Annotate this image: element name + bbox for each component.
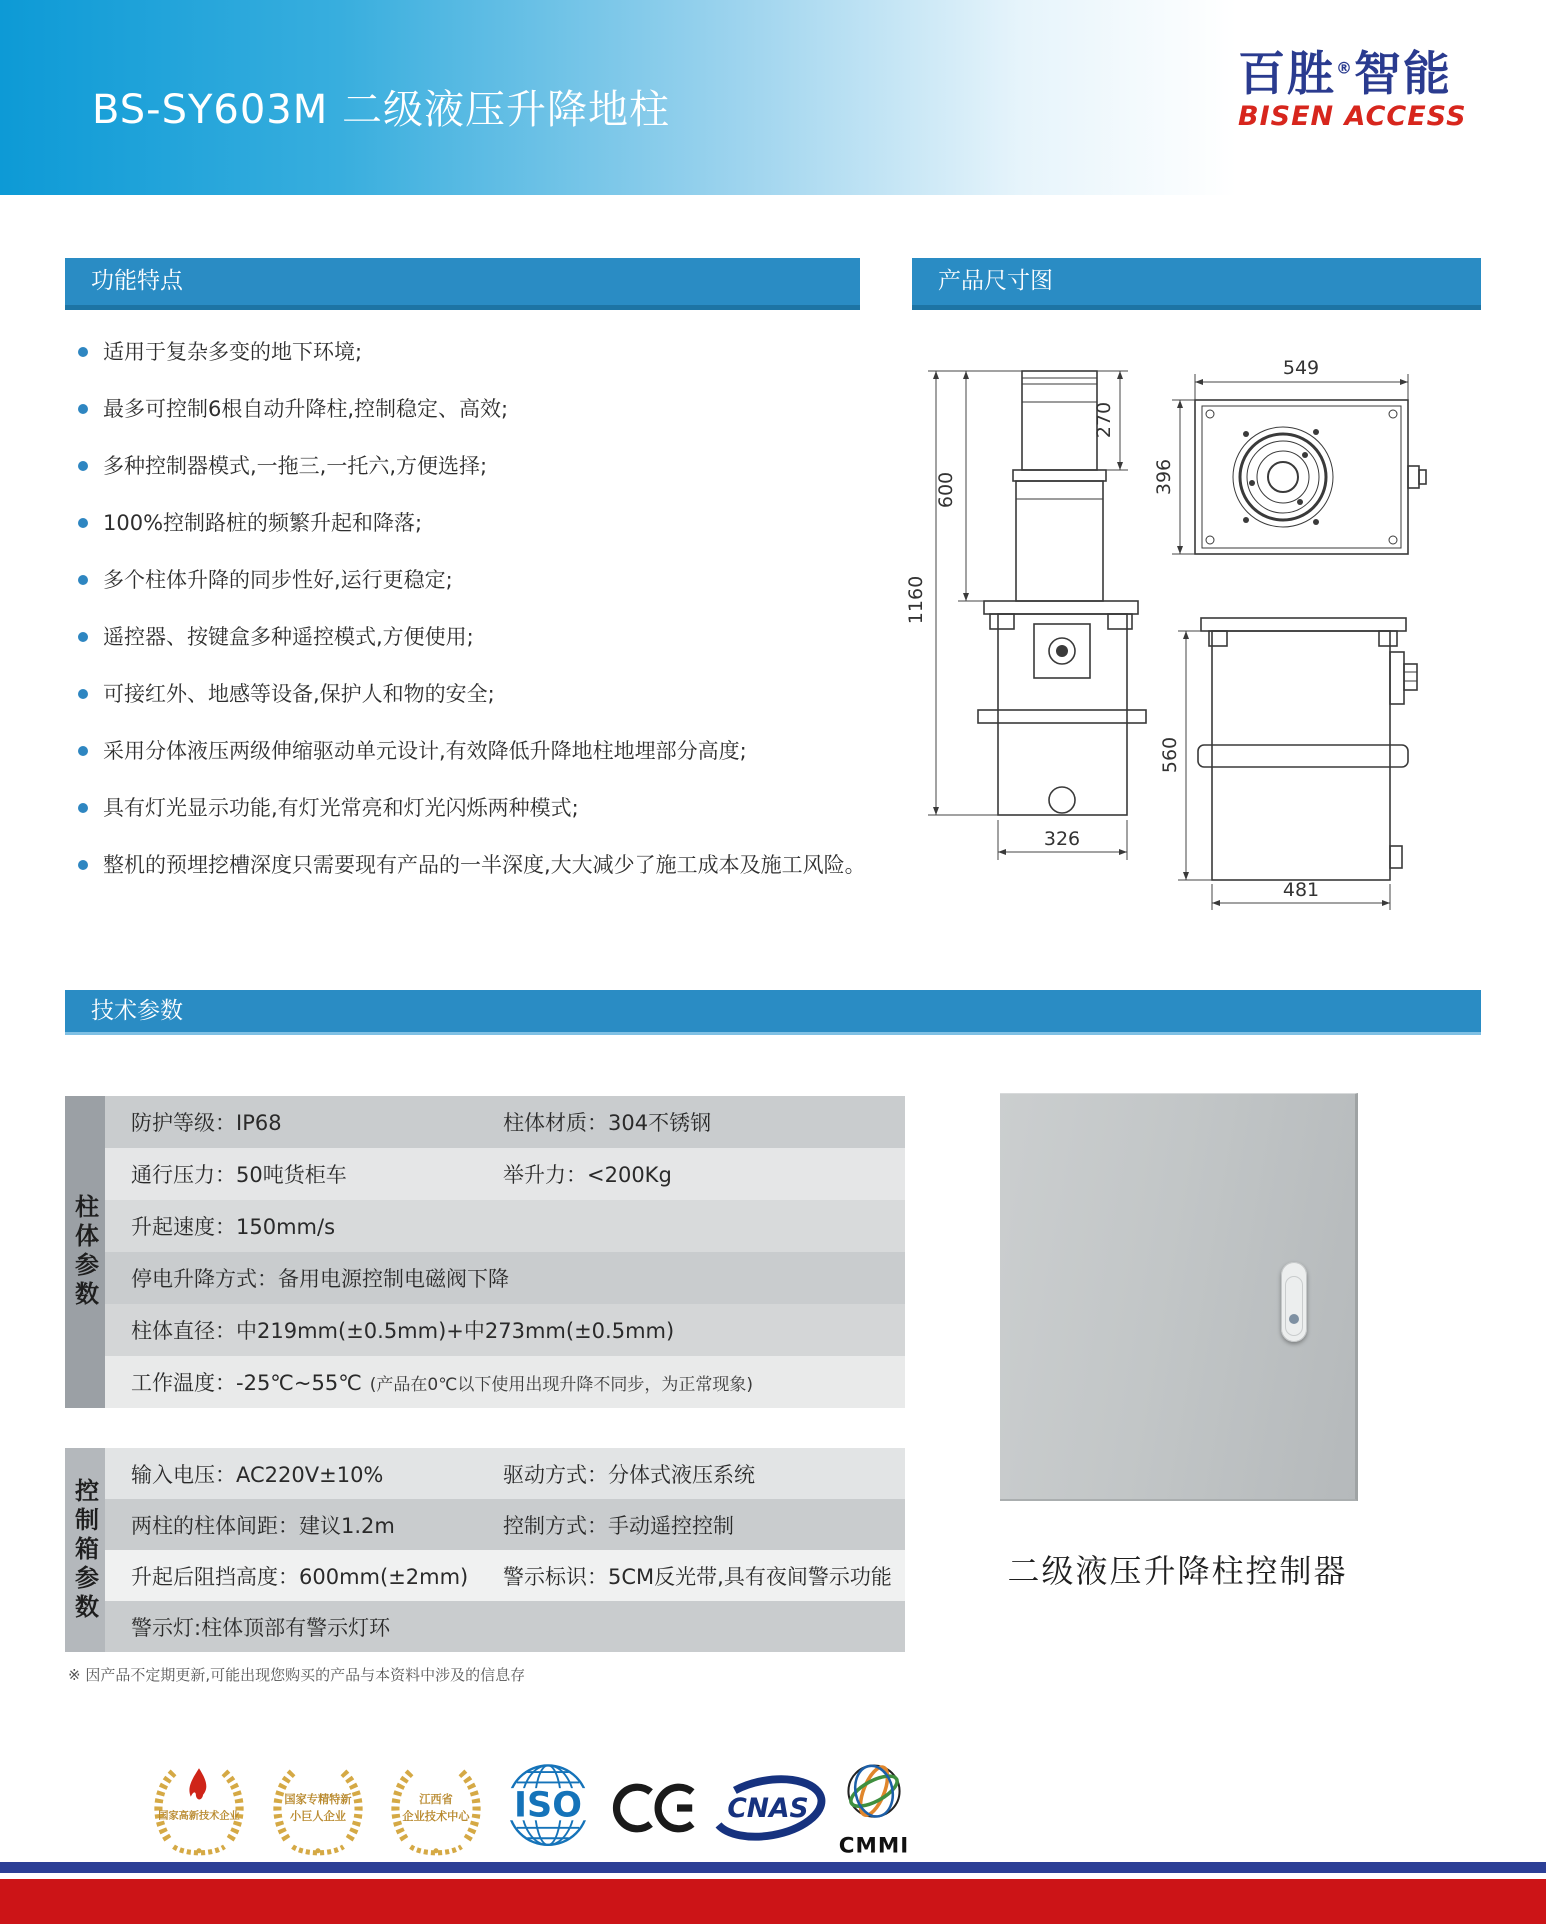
controller-image [1000, 1093, 1358, 1501]
bullet-icon [78, 347, 88, 357]
dim-label-topview-width: 549 [1282, 357, 1320, 379]
iso-logo-icon [496, 1754, 600, 1862]
brand-logo [1238, 47, 1508, 133]
control-box-params-table [65, 1448, 905, 1652]
svg-text:ISO: ISO [514, 1785, 582, 1826]
dim-label-total-height: 1160 [905, 575, 927, 625]
footer-red-stripe [0, 1879, 1546, 1924]
bullet-icon [78, 860, 88, 870]
table-row: 升起后阻挡高度：600mm(±2mm) 警示标识：5CM反光带,具有夜间警示功能 [105, 1550, 905, 1601]
sme-wreath-icon [259, 1752, 377, 1864]
brand-logo-en: BISEN ACCESS [1238, 101, 1467, 133]
table-row: 升起速度：150mm/s [105, 1200, 905, 1252]
control-box-side-label: 控制箱参数 [65, 1448, 105, 1652]
feature-item: 最多可控制6根自动升降柱,控制稳定、高效; [78, 398, 908, 421]
feature-item: 具有灯光显示功能,有灯光常亮和灯光闪烁两种模式; [78, 797, 908, 820]
bullet-icon [78, 404, 88, 414]
table-row: 警示灯:柱体顶部有警示灯环 [105, 1601, 905, 1652]
dim-label-base-width: 326 [1043, 828, 1081, 850]
front-view-drawing [905, 371, 1146, 860]
dim-label-topview-depth: 396 [1153, 458, 1175, 496]
registered-mark-icon: ® [1336, 58, 1354, 78]
feature-item: 整机的预埋挖槽深度只需要现有产品的一半深度,大大减少了施工成本及施工风险。 [78, 854, 908, 877]
svg-text:国家高新技术企业: 国家高新技术企业 [158, 1810, 240, 1822]
svg-text:国家专精特新: 国家专精特新 [284, 1792, 352, 1806]
brand-logo-cn: 百胜®智能 [1238, 47, 1452, 102]
feature-item: 多种控制器模式,一拖三,一托六,方便选择; [78, 455, 908, 478]
table-row: 输入电压：AC220V±10% 驱动方式：分体式液压系统 [105, 1448, 905, 1499]
bullet-icon [78, 518, 88, 528]
dimension-drawings [900, 320, 1520, 920]
cnas-logo-icon [709, 1762, 827, 1854]
dim-label-above-ground: 600 [935, 471, 957, 509]
row-note: (产品在0℃以下使用出现升降不同步，为正常现象) [369, 1374, 753, 1395]
svg-text:江西省: 江西省 [419, 1792, 454, 1806]
feature-item: 可接红外、地感等设备,保护人和物的安全; [78, 683, 908, 706]
cabinet-handle [1281, 1262, 1307, 1342]
svg-text:CNAS: CNAS [727, 1792, 809, 1824]
dimensions-section-header: 产品尺寸图 [912, 258, 1481, 310]
footer-blue-stripe [0, 1862, 1546, 1873]
features-section-header: 功能特点 [65, 258, 860, 310]
table-row: 停电升降方式：备用电源控制电磁阀下降 [105, 1252, 905, 1304]
bullet-icon [78, 575, 88, 585]
svg-text:小巨人企业: 小巨人企业 [289, 1809, 346, 1823]
bullet-icon [78, 461, 88, 471]
cmmi-logo-icon [828, 1754, 920, 1862]
disclaimer-footnote: ※ 因产品不定期更新,可能出现您购买的产品与本资料中涉及的信息存 [68, 1666, 526, 1684]
bullet-icon [78, 803, 88, 813]
feature-item: 遥控器、按键盒多种遥控模式,方便使用; [78, 626, 908, 649]
table-row: 通行压力：50吨货柜车 举升力：<200Kg [105, 1148, 905, 1200]
feature-item: 100%控制路桩的频繁升起和降落; [78, 512, 908, 535]
body-params-side-label: 柱体参数 [65, 1096, 105, 1408]
feature-item: 适用于复杂多变的地下环境; [78, 341, 908, 364]
bullet-icon [78, 746, 88, 756]
top-view-drawing [1153, 357, 1426, 554]
body-params-table [65, 1096, 905, 1408]
controller-caption: 二级液压升降柱控制器 [1007, 1552, 1348, 1590]
dim-label-sideview-height: 560 [1159, 736, 1181, 774]
bullet-icon [78, 632, 88, 642]
side-view-drawing [1159, 618, 1417, 910]
table-row: 防护等级：IP68 柱体材质：304不锈钢 [105, 1096, 905, 1148]
bullet-icon [78, 689, 88, 699]
dim-label-sideview-width: 481 [1282, 879, 1320, 901]
features-list [78, 341, 908, 911]
specs-section-header: 技术参数 [65, 990, 1481, 1035]
feature-item: 多个柱体升降的同步性好,运行更稳定; [78, 569, 908, 592]
certification-logos [140, 1750, 920, 1865]
svg-text:CMMI: CMMI [838, 1832, 910, 1858]
feature-item: 采用分体液压两级伸缩驱动单元设计,有效降低升降地柱地埋部分高度; [78, 740, 908, 763]
flame-icon [189, 1768, 206, 1799]
svg-text:企业技术中心: 企业技术中心 [402, 1809, 470, 1823]
jiangxi-wreath-icon [377, 1752, 495, 1864]
hightech-wreath-icon [140, 1752, 258, 1864]
dim-label-top-section: 270 [1093, 401, 1115, 439]
ce-mark-icon [601, 1773, 709, 1843]
table-row: 工作温度：-25℃~55℃ (产品在0℃以下使用出现升降不同步，为正常现象) [105, 1356, 905, 1408]
page-title: BS-SY603M 二级液压升降地柱 [92, 87, 670, 133]
table-row: 柱体直径：中219mm(±0.5mm)+中273mm(±0.5mm) [105, 1304, 905, 1356]
table-row: 两柱的柱体间距：建议1.2m 控制方式：手动遥控控制 [105, 1499, 905, 1550]
